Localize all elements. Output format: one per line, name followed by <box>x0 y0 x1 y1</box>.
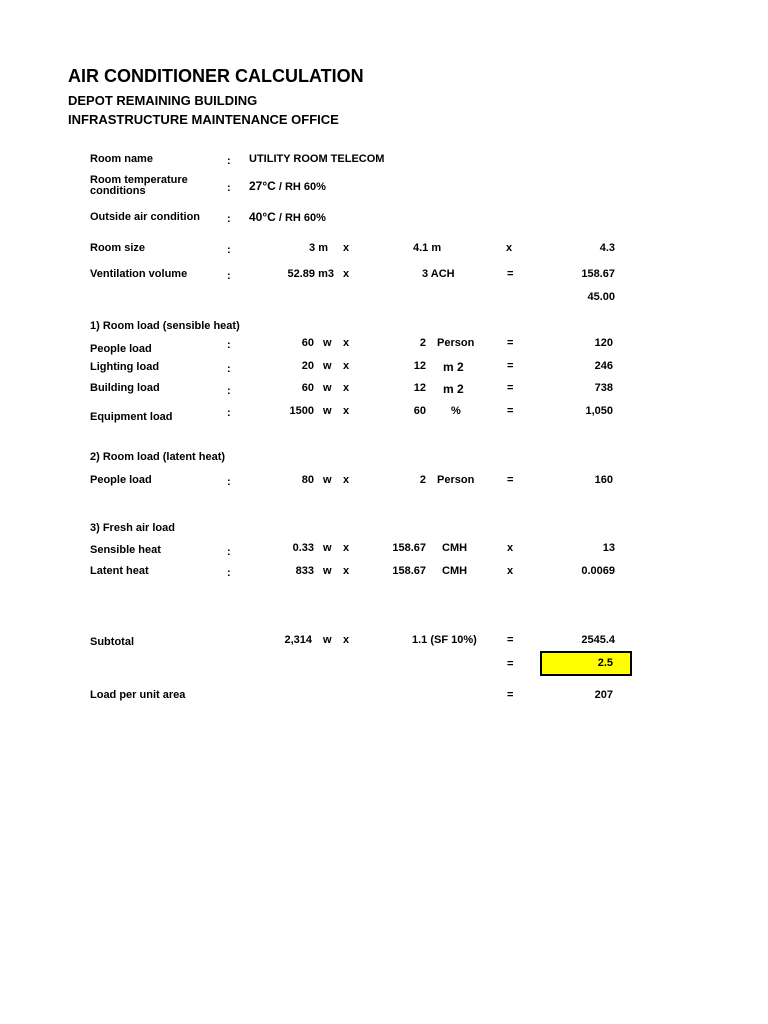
subtotal-eq: = <box>507 634 514 646</box>
ventilation-eq: = <box>507 268 514 280</box>
lighting-load-bunit: m 2 <box>443 360 464 374</box>
sensible-heat-result: 13 <box>602 542 615 554</box>
building-load-a: 60 <box>301 382 314 394</box>
latent-people-result: 160 <box>594 474 613 486</box>
outside-air-value <box>249 210 326 224</box>
latent-people-eq: = <box>507 474 514 486</box>
latent-people-bunit: Person <box>437 474 475 486</box>
room-size-c: 4.3 <box>599 242 615 254</box>
equipment-load-op: x <box>343 405 350 417</box>
people-load-bunit: Person <box>437 337 475 349</box>
latent-heat-eq: x <box>507 565 514 577</box>
equipment-load-b: 60 <box>413 405 426 417</box>
lighting-load-label: Lighting load <box>90 361 160 373</box>
room-name-label: Room name <box>90 153 153 165</box>
colon: : <box>227 407 231 419</box>
subtotal-b: 1.1 (SF 10%) <box>412 634 477 646</box>
room-size-op1: x <box>343 242 350 254</box>
subtitle-office: INFRASTRUCTURE MAINTENANCE OFFICE <box>68 112 339 127</box>
latent-people-op: x <box>343 474 350 486</box>
highlight-value: 2.5 <box>597 657 613 669</box>
colon: : <box>227 385 231 397</box>
people-load-label: People load <box>90 343 152 355</box>
equipment-load-eq: = <box>507 405 514 417</box>
load-per-area-eq: = <box>507 689 514 701</box>
sensible-heat-a: 0.33 <box>292 542 314 554</box>
sensible-heat-bunit: CMH <box>442 542 468 554</box>
load-per-area-label: Load per unit area <box>90 689 186 701</box>
latent-heat-result: 0.0069 <box>581 565 615 577</box>
latent-heat-label: Latent heat <box>90 565 149 577</box>
latent-heat-b: 158.67 <box>392 565 426 577</box>
building-load-bunit: m 2 <box>443 382 464 396</box>
ventilation-result: 158.67 <box>581 268 615 280</box>
room-rh: / RH 60% <box>278 181 326 193</box>
building-load-op: x <box>343 382 350 394</box>
room-size-b: 4.1 m <box>413 242 442 254</box>
subtotal-op: x <box>343 634 350 646</box>
equipment-load-bunit: % <box>451 405 461 417</box>
colon: : <box>227 213 231 225</box>
lighting-load-result: 246 <box>594 360 613 372</box>
building-load-b: 12 <box>413 382 426 394</box>
latent-people-a: 80 <box>301 474 314 486</box>
colon: : <box>227 339 231 351</box>
outside-rh: / RH 60% <box>278 212 326 224</box>
lighting-load-unit: w <box>323 360 332 372</box>
ventilation-b: 3 ACH <box>422 268 455 280</box>
section1-heading: 1) Room load (sensible heat) <box>90 320 240 332</box>
outside-air-label: Outside air condition <box>90 211 201 223</box>
load-per-area-result: 207 <box>594 689 613 701</box>
room-temp-label-2: conditions <box>90 185 146 197</box>
room-temp-label-1: Room temperature <box>90 174 188 186</box>
equipment-load-unit: w <box>323 405 332 417</box>
room-size-op2: x <box>506 242 513 254</box>
section3-heading: 3) Fresh air load <box>90 522 175 534</box>
subtitle-building: DEPOT REMAINING BUILDING <box>68 93 258 108</box>
building-load-result: 738 <box>594 382 613 394</box>
people-load-a: 60 <box>301 337 314 349</box>
subtotal-unit: w <box>323 634 332 646</box>
sensible-heat-b: 158.67 <box>392 542 426 554</box>
section2-heading: 2) Room load (latent heat) <box>90 451 226 463</box>
room-size-label: Room size <box>90 242 146 254</box>
equipment-load-result: 1,050 <box>585 405 613 417</box>
room-temp: 27°C <box>249 179 276 193</box>
ventilation-a: 52.89 m3 <box>287 268 334 280</box>
latent-heat-op: x <box>343 565 350 577</box>
equipment-load-a: 1500 <box>289 405 314 417</box>
colon: : <box>227 546 231 558</box>
people-load-eq: = <box>507 337 514 349</box>
building-load-unit: w <box>323 382 332 394</box>
room-temp-value <box>249 179 326 193</box>
building-load-eq: = <box>507 382 514 394</box>
sensible-heat-unit: w <box>323 542 332 554</box>
subtotal-a: 2,314 <box>284 634 312 646</box>
subtotal-eq2: = <box>507 658 514 670</box>
equipment-load-label: Equipment load <box>90 411 173 423</box>
colon: : <box>227 244 231 256</box>
latent-people-label: People load <box>90 474 152 486</box>
colon: : <box>227 270 231 282</box>
ventilation-extra: 45.00 <box>587 291 615 303</box>
room-size-a: 3 m <box>309 242 328 254</box>
page-title: AIR CONDITIONER CALCULATION <box>68 66 364 86</box>
subtotal-label: Subtotal <box>90 636 134 648</box>
lighting-load-b: 12 <box>413 360 426 372</box>
outside-temp: 40°C <box>249 210 276 224</box>
latent-heat-a: 833 <box>295 565 314 577</box>
colon: : <box>227 363 231 375</box>
people-load-unit: w <box>323 337 332 349</box>
latent-people-unit: w <box>323 474 332 486</box>
sensible-heat-eq: x <box>507 542 514 554</box>
latent-heat-bunit: CMH <box>442 565 468 577</box>
lighting-load-op: x <box>343 360 350 372</box>
ventilation-op1: x <box>343 268 350 280</box>
people-load-result: 120 <box>594 337 613 349</box>
people-load-op: x <box>343 337 350 349</box>
lighting-load-a: 20 <box>301 360 314 372</box>
latent-people-b: 2 <box>419 474 426 486</box>
latent-heat-unit: w <box>323 565 332 577</box>
subtotal-result: 2545.4 <box>581 634 615 646</box>
building-load-label: Building load <box>90 382 160 394</box>
room-name-value: UTILITY ROOM TELECOM <box>249 153 385 165</box>
sensible-heat-op: x <box>343 542 350 554</box>
sensible-heat-label: Sensible heat <box>90 544 161 556</box>
people-load-b: 2 <box>419 337 426 349</box>
colon: : <box>227 476 231 488</box>
ventilation-label: Ventilation volume <box>90 268 188 280</box>
colon: : <box>227 567 231 579</box>
colon: : <box>227 182 231 194</box>
colon: : <box>227 155 231 167</box>
lighting-load-eq: = <box>507 360 514 372</box>
